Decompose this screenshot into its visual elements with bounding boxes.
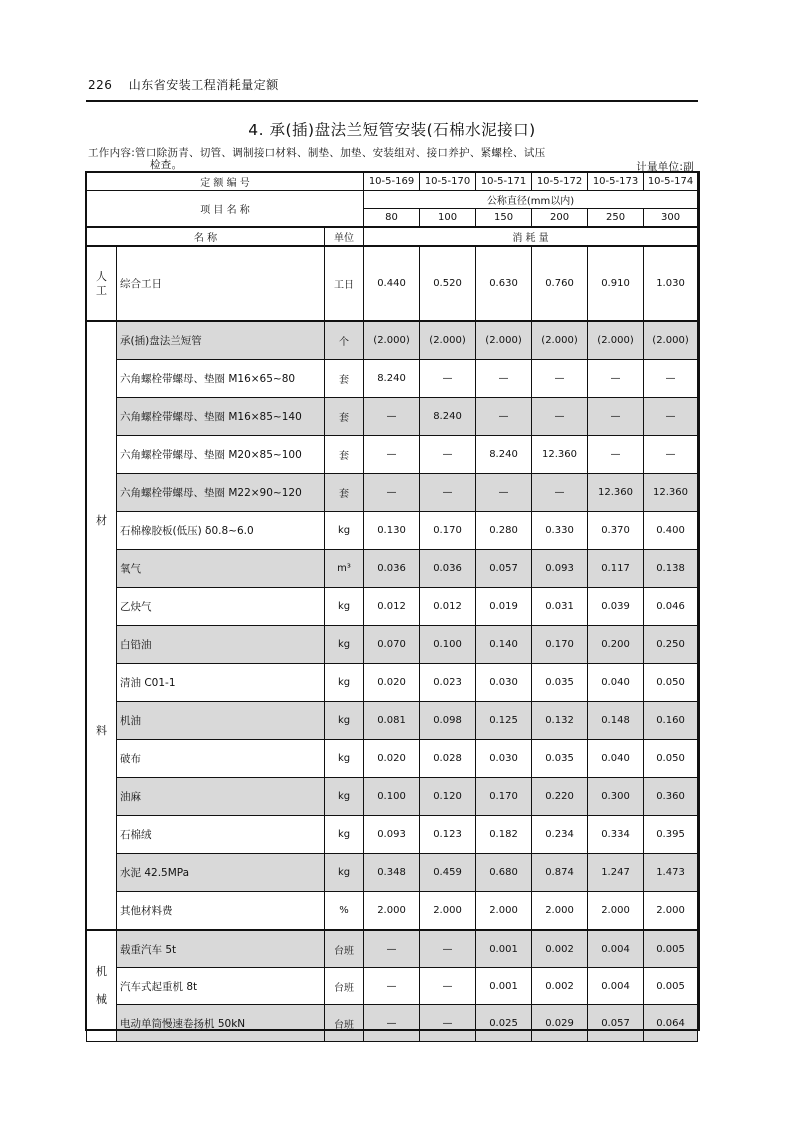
- item-value: —: [476, 360, 532, 398]
- category-machine: [87, 930, 117, 1042]
- item-value: 0.036: [364, 550, 420, 588]
- item-value: —: [644, 398, 698, 436]
- item-value: 0.012: [420, 588, 476, 626]
- item-value: (2.000): [364, 321, 420, 360]
- item-name: 机油: [117, 702, 325, 740]
- item-name: 六角螺栓带螺母、垫圈 M22×90~120: [117, 474, 325, 512]
- item-unit: kg: [325, 854, 364, 892]
- item-value: 0.019: [476, 588, 532, 626]
- material-row: [87, 664, 698, 702]
- item-value: 0.250: [644, 626, 698, 664]
- item-value: —: [364, 436, 420, 474]
- machine-row: [87, 968, 698, 1005]
- item-unit: 套: [325, 360, 364, 398]
- item-value: 0.148: [588, 702, 644, 740]
- item-value: 1.473: [644, 854, 698, 892]
- item-value: 0.123: [420, 816, 476, 854]
- item-value: 0.170: [532, 626, 588, 664]
- book-title: 山东省安装工程消耗量定额: [128, 78, 279, 92]
- item-name: 电动单筒慢速卷扬机 50kN: [117, 1005, 325, 1042]
- item-value: 0.459: [420, 854, 476, 892]
- item-value: 0.300: [588, 778, 644, 816]
- material-row: [87, 778, 698, 816]
- labor-row: [87, 246, 698, 321]
- quota-code-label: 定 额 编 号: [87, 173, 364, 191]
- running-header: [88, 76, 698, 93]
- item-value: 0.234: [532, 816, 588, 854]
- item-value: 0.020: [364, 664, 420, 702]
- item-value: —: [364, 398, 420, 436]
- quota-code: 10-5-173: [588, 173, 644, 191]
- material-row: [87, 512, 698, 550]
- item-value: 0.360: [644, 778, 698, 816]
- item-value: 0.348: [364, 854, 420, 892]
- item-value: 0.100: [364, 778, 420, 816]
- item-name: 破布: [117, 740, 325, 778]
- item-value: 0.200: [588, 626, 644, 664]
- item-value: —: [532, 360, 588, 398]
- item-value: 0.039: [588, 588, 644, 626]
- material-row: [87, 816, 698, 854]
- item-value: 0.520: [420, 246, 476, 321]
- diameter-value: 300: [644, 209, 698, 228]
- item-value: 0.170: [476, 778, 532, 816]
- item-name: 其他材料费: [117, 892, 325, 931]
- column-header-row: [87, 227, 698, 246]
- item-value: 0.132: [532, 702, 588, 740]
- item-value: 0.138: [644, 550, 698, 588]
- item-value: 8.240: [476, 436, 532, 474]
- item-value: 2.000: [364, 892, 420, 931]
- category-labor-char: 工: [96, 283, 107, 297]
- material-row: [87, 436, 698, 474]
- item-unit: kg: [325, 588, 364, 626]
- item-value: 0.440: [364, 246, 420, 321]
- item-unit: 台班: [325, 930, 364, 968]
- category-labor-char: 人: [96, 269, 107, 283]
- item-name: 白铅油: [117, 626, 325, 664]
- item-value: 0.093: [364, 816, 420, 854]
- material-row: [87, 588, 698, 626]
- item-name-label: 项 目 名 称: [87, 191, 364, 228]
- item-unit: kg: [325, 740, 364, 778]
- item-value: —: [476, 474, 532, 512]
- measurement-unit: 计量单位:副: [636, 161, 694, 173]
- item-value: 0.910: [588, 246, 644, 321]
- item-unit: 套: [325, 436, 364, 474]
- item-value: 0.125: [476, 702, 532, 740]
- item-unit: kg: [325, 512, 364, 550]
- quota-code: 10-5-172: [532, 173, 588, 191]
- material-row: [87, 321, 698, 360]
- diameter-value: 150: [476, 209, 532, 228]
- item-value: 0.874: [532, 854, 588, 892]
- item-value: 0.029: [532, 1005, 588, 1042]
- item-name: 承(插)盘法兰短管: [117, 321, 325, 360]
- header-divider: [86, 100, 698, 102]
- item-value: 0.057: [476, 550, 532, 588]
- item-value: 0.120: [420, 778, 476, 816]
- code-row: [87, 173, 698, 191]
- item-value: 0.280: [476, 512, 532, 550]
- material-row: [87, 892, 698, 931]
- item-value: 0.020: [364, 740, 420, 778]
- item-value: 0.100: [420, 626, 476, 664]
- section-title: 4. 承(插)盘法兰短管安装(石棉水泥接口): [248, 121, 536, 139]
- item-value: 0.001: [476, 930, 532, 968]
- item-value: —: [476, 398, 532, 436]
- item-value: 0.030: [476, 664, 532, 702]
- page-number: 226: [88, 78, 113, 92]
- item-value: —: [364, 474, 420, 512]
- diameter-value: 80: [364, 209, 420, 228]
- item-value: 2.000: [476, 892, 532, 931]
- item-name: 氧气: [117, 550, 325, 588]
- item-value: 0.025: [476, 1005, 532, 1042]
- item-unit: kg: [325, 626, 364, 664]
- diameter-label-row: [87, 191, 698, 209]
- item-unit: 台班: [325, 968, 364, 1005]
- item-value: 12.360: [644, 474, 698, 512]
- item-unit: kg: [325, 778, 364, 816]
- item-value: 0.004: [588, 968, 644, 1005]
- quota-code: 10-5-169: [364, 173, 420, 191]
- machine-row: [87, 1005, 698, 1042]
- item-value: 0.093: [532, 550, 588, 588]
- item-value: 0.330: [532, 512, 588, 550]
- item-name: 石棉橡胶板(低压) δ0.8~6.0: [117, 512, 325, 550]
- item-value: 0.081: [364, 702, 420, 740]
- item-name: 清油 C01-1: [117, 664, 325, 702]
- work-content: [88, 147, 618, 171]
- item-value: 0.046: [644, 588, 698, 626]
- item-value: 0.035: [532, 664, 588, 702]
- consumption-header: 消 耗 量: [364, 227, 698, 246]
- work-content-line-1: 工作内容:管口除沥青、切管、调制接口材料、制垫、加垫、安装组对、接口养护、紧螺栓、试压: [88, 147, 546, 159]
- item-value: 0.130: [364, 512, 420, 550]
- material-row: [87, 740, 698, 778]
- item-value: 0.031: [532, 588, 588, 626]
- item-value: 0.070: [364, 626, 420, 664]
- material-row: [87, 398, 698, 436]
- item-value: —: [532, 398, 588, 436]
- item-unit: 工日: [325, 246, 364, 321]
- item-value: —: [420, 360, 476, 398]
- material-row: [87, 360, 698, 398]
- item-value: 0.023: [420, 664, 476, 702]
- item-value: 0.220: [532, 778, 588, 816]
- machine-row: [87, 930, 698, 968]
- item-unit: kg: [325, 702, 364, 740]
- item-value: 0.040: [588, 664, 644, 702]
- item-value: 0.035: [532, 740, 588, 778]
- category-material-char: 材: [96, 513, 107, 527]
- item-value: 0.064: [644, 1005, 698, 1042]
- category-labor: [87, 246, 117, 321]
- item-value: —: [420, 474, 476, 512]
- item-value: 0.140: [476, 626, 532, 664]
- material-row: [87, 702, 698, 740]
- item-unit: m³: [325, 550, 364, 588]
- item-name: 载重汽车 5t: [117, 930, 325, 968]
- diameter-value: 100: [420, 209, 476, 228]
- item-value: 0.395: [644, 816, 698, 854]
- name-column-header: 名 称: [87, 227, 325, 246]
- item-value: 0.050: [644, 664, 698, 702]
- item-value: 0.098: [420, 702, 476, 740]
- unit-column-header: 单位: [325, 227, 364, 246]
- diameter-value: 250: [588, 209, 644, 228]
- item-value: 12.360: [532, 436, 588, 474]
- item-value: 0.040: [588, 740, 644, 778]
- item-name: 油麻: [117, 778, 325, 816]
- item-name: 综合工日: [117, 246, 325, 321]
- item-value: 0.002: [532, 968, 588, 1005]
- item-name: 汽车式起重机 8t: [117, 968, 325, 1005]
- item-value: 0.760: [532, 246, 588, 321]
- item-value: 2.000: [588, 892, 644, 931]
- category-machine-char: 机: [96, 965, 107, 978]
- category-material: [87, 321, 117, 930]
- item-value: 0.170: [420, 512, 476, 550]
- material-row: [87, 474, 698, 512]
- diameter-label: 公称直径(mm以内): [364, 191, 698, 209]
- item-value: 2.000: [532, 892, 588, 931]
- item-value: 0.117: [588, 550, 644, 588]
- material-row: [87, 854, 698, 892]
- item-value: —: [588, 360, 644, 398]
- item-value: (2.000): [644, 321, 698, 360]
- material-row: [87, 626, 698, 664]
- item-value: —: [420, 968, 476, 1005]
- item-value: —: [420, 930, 476, 968]
- quota-table: [86, 172, 698, 1042]
- item-value: 0.001: [476, 968, 532, 1005]
- item-value: 0.182: [476, 816, 532, 854]
- category-material-char: 料: [96, 723, 107, 737]
- item-value: (2.000): [588, 321, 644, 360]
- item-name: 六角螺栓带螺母、垫圈 M16×65~80: [117, 360, 325, 398]
- item-value: 8.240: [420, 398, 476, 436]
- item-value: —: [588, 436, 644, 474]
- item-value: 2.000: [420, 892, 476, 931]
- item-unit: %: [325, 892, 364, 931]
- item-value: —: [588, 398, 644, 436]
- item-value: —: [420, 1005, 476, 1042]
- item-value: 0.012: [364, 588, 420, 626]
- item-value: 1.247: [588, 854, 644, 892]
- item-name: 六角螺栓带螺母、垫圈 M16×85~140: [117, 398, 325, 436]
- item-value: 0.004: [588, 930, 644, 968]
- item-value: —: [420, 436, 476, 474]
- item-value: (2.000): [476, 321, 532, 360]
- item-unit: 套: [325, 474, 364, 512]
- item-value: 0.400: [644, 512, 698, 550]
- item-value: 0.630: [476, 246, 532, 321]
- item-value: (2.000): [532, 321, 588, 360]
- item-unit: kg: [325, 664, 364, 702]
- item-value: 0.028: [420, 740, 476, 778]
- item-value: 2.000: [644, 892, 698, 931]
- item-name: 石棉绒: [117, 816, 325, 854]
- item-value: 0.680: [476, 854, 532, 892]
- item-name: 水泥 42.5MPa: [117, 854, 325, 892]
- item-value: 1.030: [644, 246, 698, 321]
- item-value: —: [644, 360, 698, 398]
- item-value: —: [644, 436, 698, 474]
- item-value: 0.057: [588, 1005, 644, 1042]
- item-unit: 套: [325, 398, 364, 436]
- item-value: 12.360: [588, 474, 644, 512]
- quota-code: 10-5-171: [476, 173, 532, 191]
- item-value: 0.005: [644, 930, 698, 968]
- item-value: 0.370: [588, 512, 644, 550]
- item-name: 乙炔气: [117, 588, 325, 626]
- quota-code: 10-5-170: [420, 173, 476, 191]
- material-row: [87, 550, 698, 588]
- item-value: 0.005: [644, 968, 698, 1005]
- item-value: 0.030: [476, 740, 532, 778]
- item-value: —: [364, 930, 420, 968]
- item-value: (2.000): [420, 321, 476, 360]
- item-name: 六角螺栓带螺母、垫圈 M20×85~100: [117, 436, 325, 474]
- item-unit: kg: [325, 816, 364, 854]
- item-value: —: [364, 968, 420, 1005]
- item-unit: 个: [325, 321, 364, 360]
- quota-code: 10-5-174: [644, 173, 698, 191]
- item-value: —: [364, 1005, 420, 1042]
- item-value: 0.036: [420, 550, 476, 588]
- category-machine-char: 械: [96, 993, 107, 1006]
- item-value: —: [532, 474, 588, 512]
- item-unit: 台班: [325, 1005, 364, 1042]
- item-value: 0.160: [644, 702, 698, 740]
- diameter-value: 200: [532, 209, 588, 228]
- item-value: 0.002: [532, 930, 588, 968]
- work-content-line-2: 检查。: [150, 159, 183, 171]
- item-value: 0.050: [644, 740, 698, 778]
- item-value: 0.334: [588, 816, 644, 854]
- item-value: 8.240: [364, 360, 420, 398]
